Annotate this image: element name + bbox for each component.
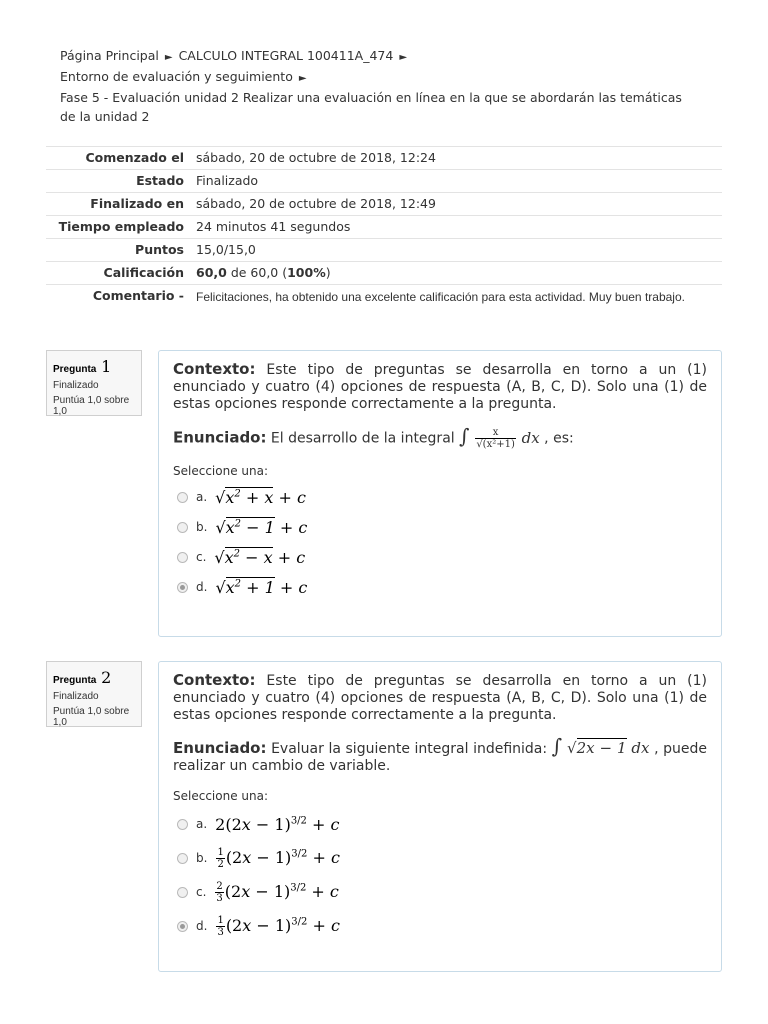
question-number: Pregunta 2 [53,668,112,687]
answer-options [173,807,707,943]
option-math: $√x^2 - x + c$ [214,547,306,567]
question-info-box [46,661,142,727]
context-label: Contexto: [173,671,256,689]
radio-button-selected[interactable] [177,921,188,932]
option-math: $\frac{1}{2}$ $(2x - 1)^{3/2} + c$ [217,846,340,870]
summary-value: 15,0/15,0 [190,239,722,262]
radio-button[interactable] [177,853,188,864]
question-context [173,672,707,724]
select-one-prompt: Seleccione una: [173,464,268,478]
grade-percent: 100% [287,265,326,280]
radio-button-selected[interactable] [177,582,188,593]
question-grade: Puntúa 1,0 sobre 1,0 [53,395,130,417]
statement-text: Evaluar la siguiente integral indefinida: [266,741,552,757]
breadcrumb-separator-icon: ► [164,52,173,63]
context-text: Este tipo de preguntas se desarrolla en torno a un (1) enunciado y cuatro (4) opciones de respuesta (A, B, C, D). Solo una (1) de estas opciones responde correctamente a la pregunta. [173,362,707,412]
comment-value: Felicitaciones, ha obtenido una excelente calificación para esta actividad. Muy buen trabajo. [190,285,722,311]
integral-expression: ∫ √2x − 1 dx [551,734,650,758]
option-math: $2(2x - 1)^{3/2} + c$ [215,814,340,834]
grade-close: ) [325,265,331,280]
select-one-prompt: Seleccione una: [173,789,268,803]
breadcrumb-home-link[interactable]: Página Principal [60,48,159,63]
option-math: $√x^2 - 1 + c$ [215,517,308,537]
option-math: $\frac{1}{3}$ $(2x - 1)^{3/2} + c$ [217,914,340,938]
statement-text: , es: [539,430,574,447]
summary-label: Finalizado en [46,193,190,216]
question-content [158,661,722,972]
option-math: $√x^2 + 1 + c$ [215,577,308,597]
summary-row [46,170,722,193]
summary-row [46,285,722,311]
breadcrumb-course-link[interactable]: CALCULO INTEGRAL 100411A_474 [178,48,394,63]
context-text: Este tipo de preguntas se desarrolla en torno a un (1) enunciado y cuatro (4) opciones de respuesta (A, B, C, D). Solo una (1) de estas opciones responde correctamente a la pregunta. [173,673,707,723]
statement-text: El desarrollo de la integral [266,430,460,447]
breadcrumb [60,46,700,126]
answer-option-b[interactable]: b. $\frac{1}{2}$ $(2x - 1)^{3/2} + c$ [173,841,707,875]
summary-label: Comenzado el [46,147,190,170]
question-state: Finalizado [53,691,99,702]
summary-label: Puntos [46,239,190,262]
integral-expression: ∫ $\frac{x}{\text{√(x²+1)}}$ dx [459,423,540,450]
question-content [158,350,722,637]
grade-max: de 60,0 ( [226,265,288,280]
summary-value: 24 minutos 41 segundos [190,216,722,239]
summary-row [46,239,722,262]
attempt-summary-table [46,146,722,310]
statement-label: Enunciado: [173,739,267,757]
radio-button[interactable] [177,552,188,563]
comment-label: Comentario - [46,285,190,311]
breadcrumb-separator-icon: ► [399,52,408,63]
breadcrumb-quiz-link[interactable]: Fase 5 - Evaluación unidad 2 Realizar una evaluación en línea en la que se abordarán las temáticas de la unidad 2 [60,90,682,124]
question-number: Pregunta 1 [53,357,112,376]
summary-label: Tiempo empleado [46,216,190,239]
summary-value: sábado, 20 de octubre de 2018, 12:49 [190,193,722,216]
grade-label: Calificación [46,262,190,285]
summary-row [46,147,722,170]
grade-score: 60,0 [196,265,227,280]
summary-label: Estado [46,170,190,193]
answer-option-d[interactable]: d. $√x^2 + 1 + c$ [173,572,707,602]
summary-row [46,262,722,285]
summary-row [46,193,722,216]
answer-options [173,482,707,602]
breadcrumb-section-link[interactable]: Entorno de evaluación y seguimiento [60,69,293,84]
summary-value: Finalizado [190,170,722,193]
statement-label: Enunciado: [173,428,267,447]
answer-option-c[interactable]: c. $\frac{2}{3}$ $(2x - 1)^{3/2} + c$ [173,875,707,909]
option-math: $√x^2 + x + c$ [215,487,306,507]
answer-option-d[interactable]: d. $\frac{1}{3}$ $(2x - 1)^{3/2} + c$ [173,909,707,943]
summary-row [46,216,722,239]
radio-button[interactable] [177,819,188,830]
answer-option-a[interactable]: a. $√x^2 + x + c$ [173,482,707,512]
question-state: Finalizado [53,380,99,391]
statement-text: , puede realizar un cambio de variable. [173,741,707,774]
grade-value [190,262,722,285]
answer-option-a[interactable]: a. $2(2x - 1)^{3/2} + c$ [173,807,707,841]
question-statement [173,423,707,450]
radio-button[interactable] [177,522,188,533]
radio-button[interactable] [177,887,188,898]
option-math: $\frac{2}{3}$ $(2x - 1)^{3/2} + c$ [216,880,339,904]
question-statement [173,734,707,775]
radio-button[interactable] [177,492,188,503]
question-context [173,361,707,413]
summary-value: sábado, 20 de octubre de 2018, 12:24 [190,147,722,170]
breadcrumb-separator-icon: ► [298,73,307,84]
question-grade: Puntúa 1,0 sobre 1,0 [53,706,130,728]
answer-option-b[interactable]: b. $√x^2 - 1 + c$ [173,512,707,542]
question-info-box [46,350,142,416]
answer-option-c[interactable]: c. $√x^2 - x + c$ [173,542,707,572]
context-label: Contexto: [173,360,256,378]
